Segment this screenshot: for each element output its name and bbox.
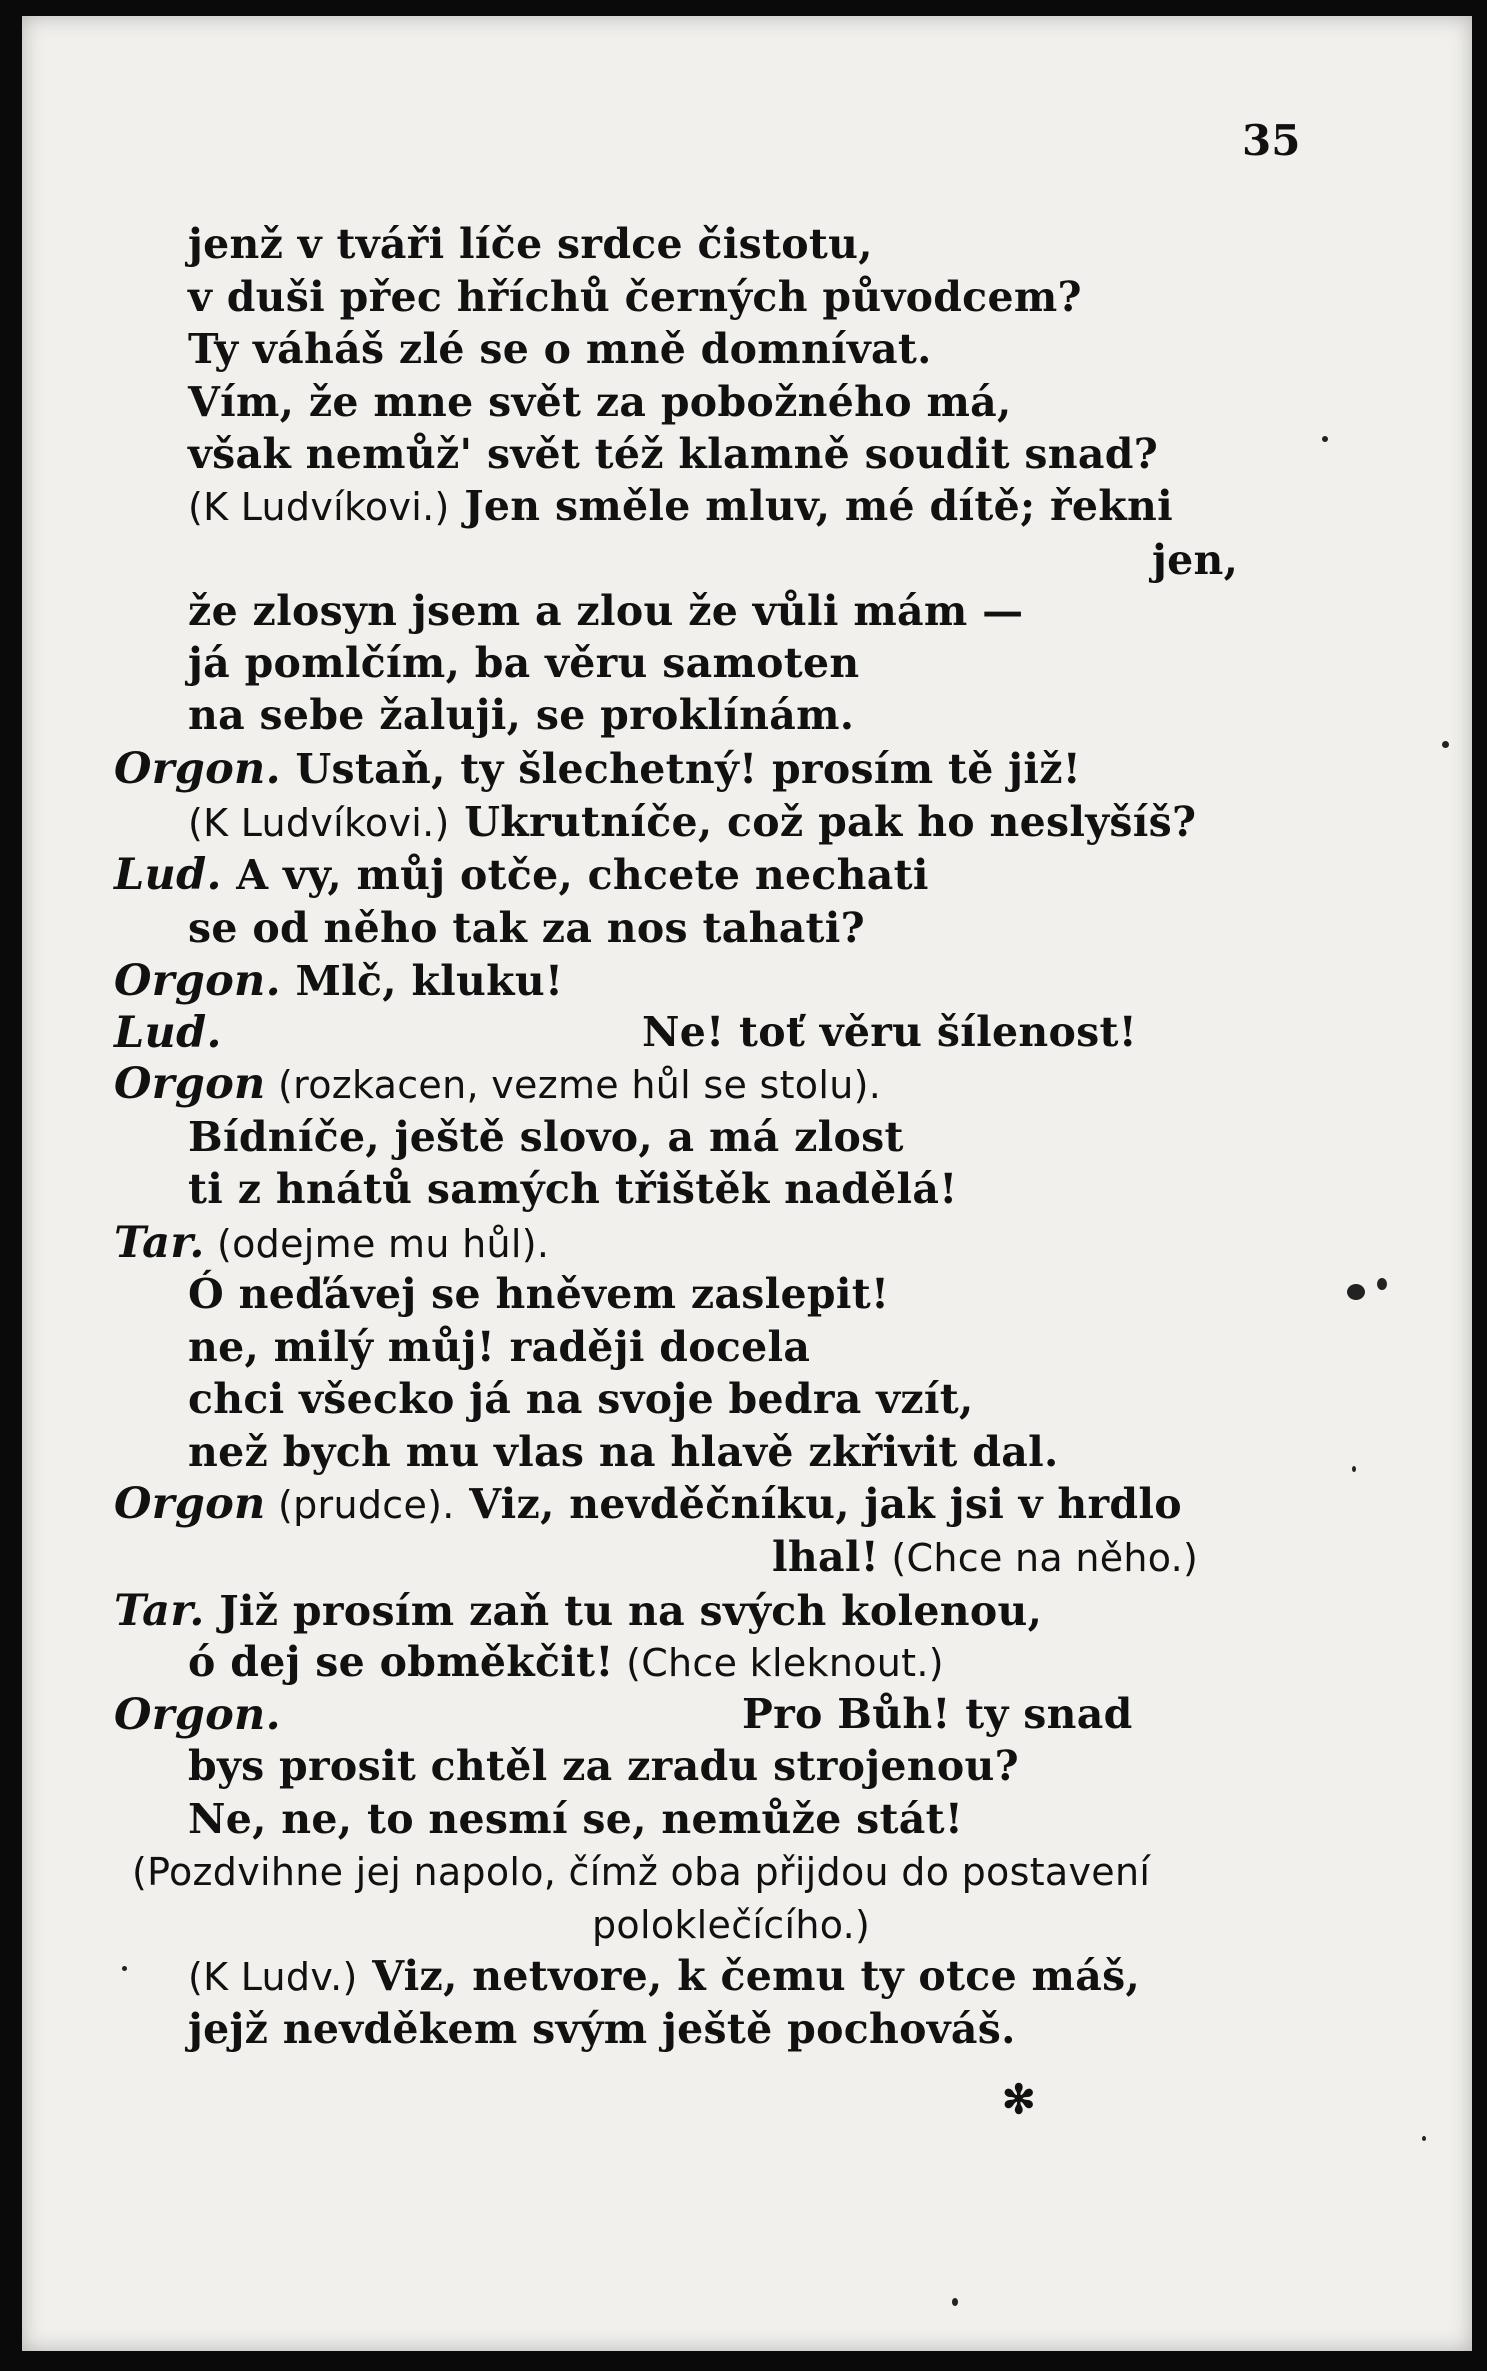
- speaker-name: Orgon: [114, 1059, 266, 1109]
- text-line: [188, 1270, 890, 1318]
- ornament-asterisk: ✻: [1002, 2076, 1036, 2123]
- text-line: [114, 850, 929, 900]
- text-line: [114, 1008, 222, 1058]
- verse-text-span: Mlč, kluku!: [280, 957, 564, 1005]
- verse-text-span: A vy, můj otče, chcete nechati: [221, 851, 929, 899]
- speaker-name: Tar.: [114, 1586, 205, 1636]
- speck: [1352, 1466, 1356, 1472]
- text-line: [188, 1323, 811, 1371]
- verse-text-span: jejž nevděkem svým ještě pochováš.: [188, 2005, 1016, 2053]
- text-line: [188, 1113, 904, 1161]
- stage-direction: (Chce na něho.): [879, 1536, 1199, 1580]
- speck: [1322, 436, 1328, 442]
- text-line: [188, 1428, 1059, 1476]
- stage-direction: (Pozdvihne jej napolo, čímž oba přijdou do postavení: [132, 1850, 1151, 1894]
- speck: [1347, 1284, 1365, 1300]
- speck: [1422, 2136, 1426, 2141]
- verse-text-span: ti z hnátů samých třištěk nadělá!: [188, 1165, 958, 1213]
- stage-direction: (rozkacen, vezme hůl se stolu).: [265, 1063, 882, 1107]
- stage-direction: (K Ludvíkovi.): [188, 801, 450, 845]
- text-line: [114, 1586, 1043, 1636]
- text-line: [742, 1690, 1133, 1738]
- text-line: [188, 639, 860, 687]
- speck: [952, 2298, 958, 2306]
- speaker-name: Orgon.: [114, 956, 281, 1006]
- verse-text-span: jenž v tváři líče srdce čistotu,: [188, 220, 873, 268]
- verse-text-span: v duši přec hříchů černých původcem?: [188, 273, 1082, 321]
- text-line: [188, 691, 855, 739]
- text-line: [642, 1008, 1138, 1056]
- text-line: [114, 1059, 882, 1109]
- text-line: [188, 482, 1173, 530]
- verse-text-span: Jen směle mluv, mé dítě; řekni: [449, 482, 1173, 530]
- text-line: [188, 1795, 964, 1843]
- verse-text-span: Ó neďávej se hněvem zaslepit!: [188, 1270, 890, 1318]
- verse-text-span: Ukrutníče, což pak ho neslyšíš?: [449, 798, 1197, 846]
- speck: [1377, 1278, 1387, 1290]
- stage-direction: (prudce).: [265, 1483, 455, 1527]
- speaker-name: Orgon.: [114, 744, 281, 794]
- page-number: 35: [1242, 116, 1301, 165]
- verse-text-span: Ustaň, ty šlechetný! prosím tě již!: [280, 745, 1082, 793]
- speaker-name: Lud.: [114, 850, 222, 900]
- text-line: [188, 1375, 974, 1423]
- verse-text-span: Viz, nevděčníku, jak jsi v hrdlo: [454, 1480, 1182, 1528]
- stage-direction: (K Ludv.): [188, 1955, 358, 1999]
- verse-text-span: Již prosím zaň tu na svých kolenou,: [204, 1587, 1043, 1635]
- verse-text-span: se od něho tak za nos tahati?: [188, 904, 865, 952]
- text-line: [188, 2005, 1016, 2053]
- verse-text-span: ne, milý můj! raději docela: [188, 1323, 811, 1371]
- verse-text-span: Vím, že mne svět za pobožného má,: [188, 378, 1012, 426]
- speaker-name: Orgon: [114, 1479, 266, 1529]
- verse-text-span: chci všecko já na svoje bedra vzít,: [188, 1375, 974, 1423]
- stage-direction: poloklečícího.): [592, 1903, 871, 1947]
- verse-text-span: Pro Bůh! ty snad: [742, 1690, 1133, 1738]
- text-line: [188, 587, 1024, 635]
- speaker-name: Tar.: [114, 1218, 205, 1268]
- verse-text-span: Ne, ne, to nesmí se, nemůže stát!: [188, 1795, 964, 1843]
- text-line: [592, 1904, 870, 1945]
- speck: [1442, 741, 1449, 748]
- text-line: [188, 273, 1082, 321]
- stage-direction: (odejme mu hůl).: [204, 1222, 550, 1266]
- verse-text-span: Viz, netvore, k čemu ty otce máš,: [357, 1952, 1141, 2000]
- book-page: [22, 16, 1472, 2351]
- text-line: [132, 1851, 1150, 1892]
- text-line: [188, 1165, 958, 1213]
- speaker-name: Orgon.: [114, 1690, 281, 1740]
- text-line: [188, 1742, 1019, 1790]
- text-line: [188, 904, 865, 952]
- text-line: [114, 1218, 550, 1268]
- text-line: [188, 1952, 1141, 2000]
- text-line: [114, 744, 1082, 794]
- verse-text-span: že zlosyn jsem a zlou že vůli mám —: [188, 587, 1024, 635]
- text-line: [114, 1479, 1182, 1529]
- verse-text-span: bys prosit chtěl za zradu strojenou?: [188, 1742, 1019, 1790]
- verse-text-span: Ty váháš zlé se o mně domnívat.: [188, 325, 932, 373]
- speck: [122, 1966, 127, 1971]
- text-line: [1152, 536, 1239, 584]
- verse-text-span: jen,: [1152, 536, 1239, 584]
- stage-direction: (Chce kleknout.): [613, 1641, 944, 1685]
- verse-text-span: však nemůž' svět též klamně soudit snad?: [188, 430, 1159, 478]
- speaker-name: Lud.: [114, 1008, 222, 1058]
- text-line: [114, 1690, 281, 1740]
- text-line: [188, 220, 873, 268]
- verse-text-span: Ne! toť věru šílenost!: [642, 1008, 1138, 1056]
- text-line: [188, 378, 1012, 426]
- verse-text-span: já pomlčím, ba věru samoten: [188, 639, 860, 687]
- verse-text-span: než bych mu vlas na hlavě zkřivit dal.: [188, 1428, 1059, 1476]
- text-line: [188, 1638, 944, 1686]
- text-line: [188, 430, 1159, 478]
- verse-text-span: Bídníče, ještě slovo, a má zlost: [188, 1113, 904, 1161]
- verse-text-span: ó dej se obměkčit!: [188, 1638, 614, 1686]
- text-line: [188, 798, 1197, 846]
- text-line: [188, 325, 932, 373]
- stage-direction: (K Ludvíkovi.): [188, 485, 450, 529]
- verse-text-span: lhal!: [772, 1533, 880, 1581]
- text-line: [772, 1533, 1199, 1581]
- verse-text-span: na sebe žaluji, se proklínám.: [188, 691, 855, 739]
- text-line: [114, 956, 564, 1006]
